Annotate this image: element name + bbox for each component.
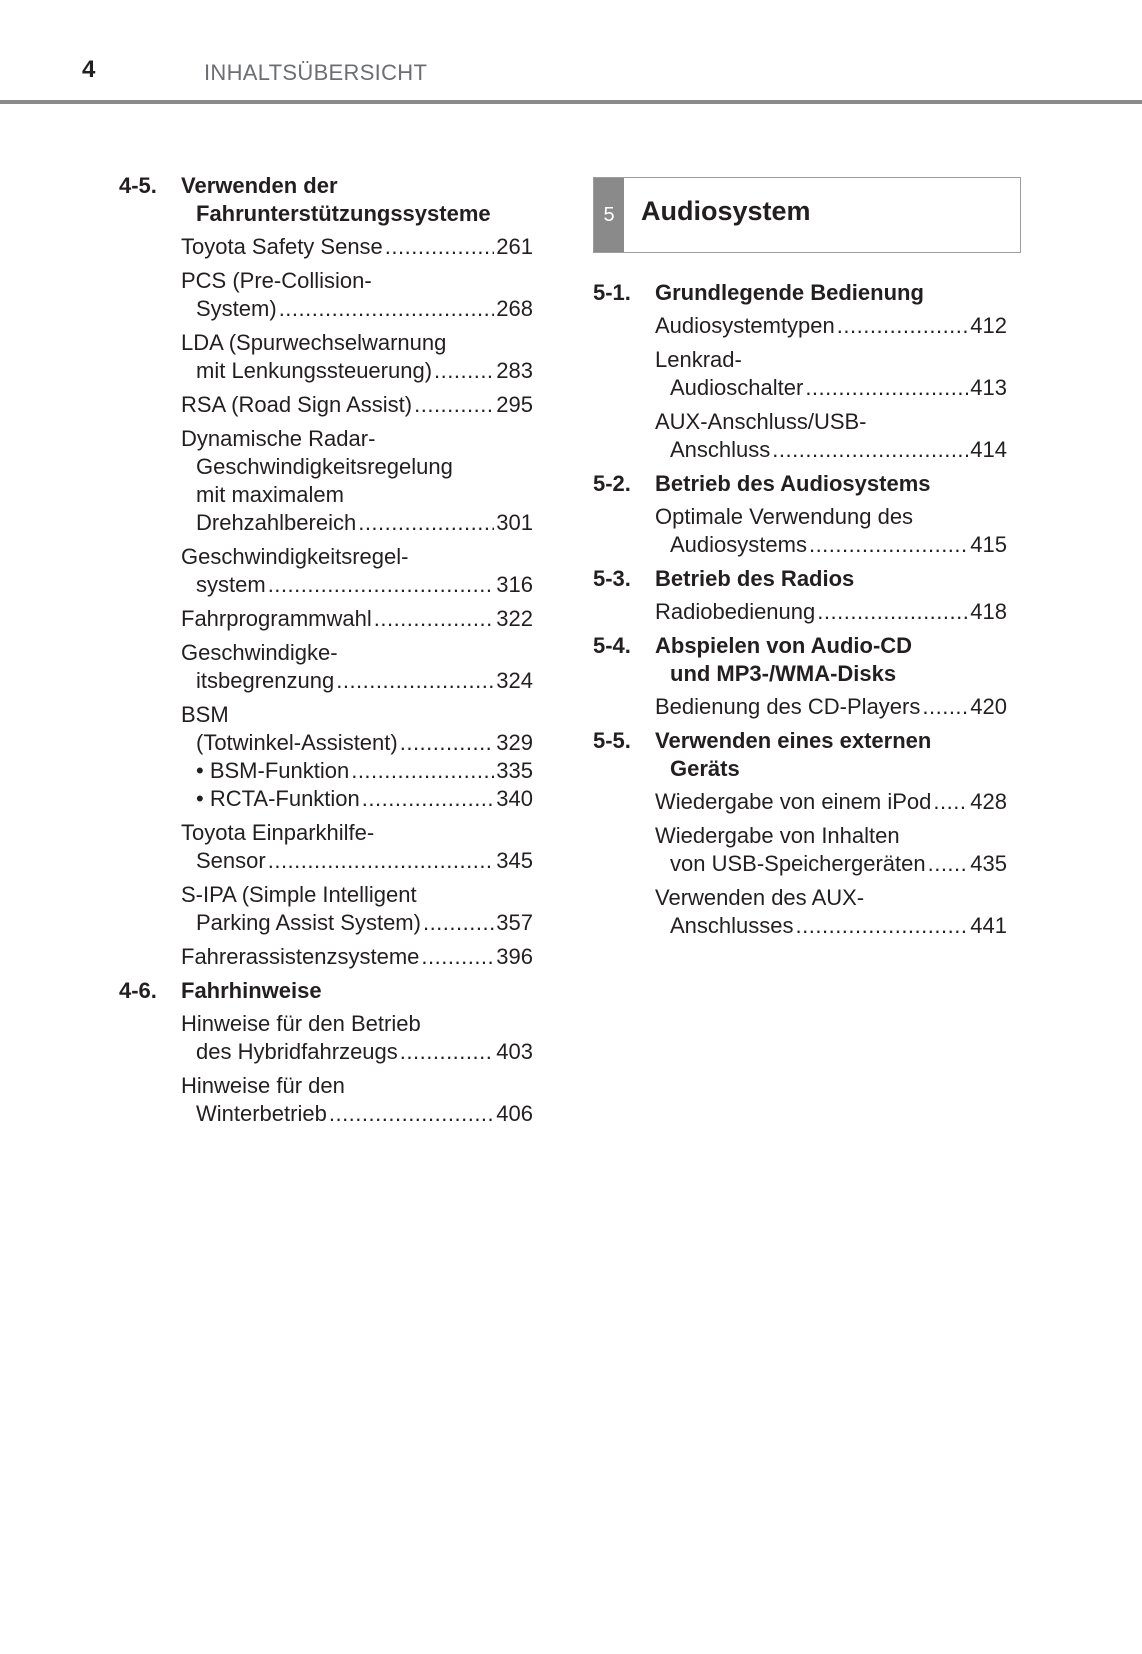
toc-section xyxy=(119,172,533,971)
entry-last-line xyxy=(655,312,1007,340)
chapter-title: Audiosystem xyxy=(641,196,811,226)
toc-entry[interactable] xyxy=(655,598,1007,626)
entry-title: Bedienung des CD-Players xyxy=(655,694,921,719)
sub-entry[interactable] xyxy=(181,757,533,785)
dot-leader xyxy=(772,436,968,464)
dot-leader xyxy=(817,598,968,626)
entry-title-line: Optimale Verwendung des xyxy=(655,504,914,529)
section-title-line: Fahrunterstützungssysteme xyxy=(196,201,491,226)
entry-title: Radiobedienung xyxy=(655,599,816,624)
chapter-tab-number: 5 xyxy=(594,178,624,252)
dot-leader xyxy=(933,788,968,816)
section-number: 5-4. xyxy=(593,633,631,658)
toc-column-left xyxy=(119,172,533,1134)
entry-last-line xyxy=(655,598,1007,626)
dot-leader xyxy=(268,847,495,875)
entry-last-line xyxy=(181,295,533,323)
dot-leader xyxy=(796,912,969,940)
toc-entry[interactable] xyxy=(181,1010,533,1066)
toc-entry[interactable] xyxy=(181,819,533,875)
page-ref: 418 xyxy=(970,599,1007,624)
section-heading xyxy=(119,977,533,1005)
section-title-line: Grundlegende Bedienung xyxy=(655,280,924,305)
entry-last-line xyxy=(181,233,533,261)
page-ref: 301 xyxy=(496,510,533,535)
entry-title-line: BSM xyxy=(181,702,229,727)
entry-title: (Totwinkel-Assistent) xyxy=(196,730,398,755)
entry-last-line xyxy=(655,850,1007,878)
entry-title-line: S-IPA (Simple Intelligent xyxy=(181,882,417,907)
page-ref: 322 xyxy=(496,606,533,631)
sub-entry-title: • RCTA-Funktion xyxy=(196,786,360,811)
page-ref: 406 xyxy=(496,1101,533,1126)
entry-title-line: Verwenden des AUX- xyxy=(655,885,865,910)
dot-leader xyxy=(423,909,494,937)
dot-leader xyxy=(414,391,494,419)
page-ref: 412 xyxy=(970,313,1007,338)
entry-last-line xyxy=(655,436,1007,464)
toc-entry[interactable] xyxy=(181,701,533,813)
entry-title-line: Toyota Einparkhilfe- xyxy=(181,820,375,845)
entry-last-line xyxy=(181,909,533,937)
entry-title: itsbegrenzung xyxy=(196,668,335,693)
dot-leader xyxy=(809,531,968,559)
entry-title: Parking Assist System) xyxy=(196,910,421,935)
entry-title: System) xyxy=(196,296,277,321)
toc-section xyxy=(593,727,1007,940)
section-title-line: Abspielen von Audio-CD xyxy=(655,633,913,658)
entry-title-line: Hinweise für den Betrieb xyxy=(181,1011,421,1036)
entry-last-line xyxy=(181,729,533,757)
page-ref: 403 xyxy=(496,1039,533,1064)
entry-last-line xyxy=(181,667,533,695)
section-heading xyxy=(593,727,1007,783)
entry-last-line xyxy=(181,357,533,385)
toc-section xyxy=(593,279,1007,464)
toc-entry[interactable] xyxy=(181,881,533,937)
section-number: 5-2. xyxy=(593,471,631,496)
entry-title: Drehzahlbereich xyxy=(196,510,357,535)
dot-leader xyxy=(434,357,494,385)
section-number: 5-3. xyxy=(593,566,631,591)
dot-leader xyxy=(805,374,968,402)
entry-title: des Hybridfahrzeugs xyxy=(196,1039,398,1064)
entry-title: Anschluss xyxy=(670,437,771,462)
dot-leader xyxy=(374,605,495,633)
page-ref: 435 xyxy=(970,851,1007,876)
entry-last-line xyxy=(181,571,533,599)
entry-title: Audiosystemtypen xyxy=(655,313,835,338)
page-number: 4 xyxy=(82,56,96,83)
entry-last-line xyxy=(181,943,533,971)
toc-entry[interactable] xyxy=(655,822,1007,878)
entry-title: Anschlusses xyxy=(670,913,794,938)
page-ref: 428 xyxy=(970,789,1007,814)
dot-leader xyxy=(400,729,495,757)
entry-last-line xyxy=(181,847,533,875)
entry-title: Fahrerassistenzsysteme xyxy=(181,944,420,969)
entry-title-line: LDA (Spurwechselwarnung xyxy=(181,330,447,355)
dot-leader xyxy=(922,693,968,721)
toc-entry[interactable] xyxy=(181,639,533,695)
section-heading xyxy=(593,565,1007,593)
toc-entry[interactable] xyxy=(181,267,533,323)
page-ref: 261 xyxy=(496,234,533,259)
dot-leader xyxy=(329,1100,494,1128)
page-ref: 357 xyxy=(496,910,533,935)
page-ref: 283 xyxy=(496,358,533,383)
page-ref: 324 xyxy=(496,668,533,693)
section-title-line: Verwenden der xyxy=(181,173,338,198)
toc-entry[interactable] xyxy=(181,233,533,261)
entry-title-line: AUX-Anschluss/USB- xyxy=(655,409,867,434)
header-divider xyxy=(0,100,1142,104)
page-ref: 396 xyxy=(496,944,533,969)
entry-title: Toyota Safety Sense xyxy=(181,234,383,259)
toc-entry[interactable] xyxy=(655,408,1007,464)
sub-entry-title: • BSM-Funktion xyxy=(196,758,350,783)
page-ref: 415 xyxy=(970,532,1007,557)
entry-title: Wiedergabe von einem iPod xyxy=(655,789,932,814)
section-title-line: Betrieb des Radios xyxy=(655,566,855,591)
entry-title-line: Wiedergabe von Inhalten xyxy=(655,823,900,848)
section-heading xyxy=(593,279,1007,307)
page-ref: 420 xyxy=(970,694,1007,719)
page-ref: 268 xyxy=(496,296,533,321)
page-ref: 335 xyxy=(496,758,533,783)
toc-section xyxy=(593,565,1007,626)
entry-title: RSA (Road Sign Assist) xyxy=(181,392,413,417)
entry-last-line xyxy=(655,531,1007,559)
toc-section xyxy=(119,977,533,1128)
section-title-line: Betrieb des Audiosystems xyxy=(655,471,931,496)
toc-column-right xyxy=(593,177,1007,946)
dot-leader xyxy=(336,667,494,695)
dot-leader xyxy=(385,233,494,261)
entry-title-line: mit maximalem xyxy=(196,482,344,507)
sub-entry[interactable] xyxy=(181,785,533,813)
page-ref: 414 xyxy=(970,437,1007,462)
dot-leader xyxy=(362,785,495,813)
entry-title-line: Geschwindigke- xyxy=(181,640,338,665)
page-ref: 329 xyxy=(496,730,533,755)
toc-section xyxy=(593,470,1007,559)
dot-leader xyxy=(358,509,494,537)
entry-last-line xyxy=(181,391,533,419)
toc-section xyxy=(593,632,1007,721)
toc-entry[interactable] xyxy=(655,884,1007,940)
entry-title-line: Geschwindigkeitsregel- xyxy=(181,544,409,569)
section-title-line: und MP3-/WMA-Disks xyxy=(670,661,897,686)
section-title-line: Geräts xyxy=(670,756,740,781)
entry-title: Winterbetrieb xyxy=(196,1101,327,1126)
toc-entry[interactable] xyxy=(655,346,1007,402)
section-number: 5-1. xyxy=(593,280,631,305)
toc-entry[interactable] xyxy=(181,605,533,633)
entry-title: mit Lenkungssteuerung) xyxy=(196,358,433,383)
page-ref: 316 xyxy=(496,572,533,597)
entry-last-line xyxy=(655,374,1007,402)
section-number: 4-6. xyxy=(119,978,157,1003)
page-ref: 340 xyxy=(496,786,533,811)
header-title: INHALTSÜBERSICHT xyxy=(204,60,428,85)
dot-leader xyxy=(279,295,495,323)
entry-title: Fahrprogrammwahl xyxy=(181,606,372,631)
toc-entry[interactable] xyxy=(181,543,533,599)
entry-title-line: PCS (Pre-Collision- xyxy=(181,268,372,293)
page-ref: 295 xyxy=(496,392,533,417)
entry-last-line xyxy=(655,912,1007,940)
dot-leader xyxy=(400,1038,495,1066)
dot-leader xyxy=(421,943,494,971)
chapter-box xyxy=(593,177,1021,253)
toc-entry[interactable] xyxy=(655,788,1007,816)
section-heading xyxy=(593,470,1007,498)
toc-entry[interactable] xyxy=(655,312,1007,340)
toc-entry[interactable] xyxy=(181,329,533,385)
toc-entry[interactable] xyxy=(655,693,1007,721)
section-heading xyxy=(593,632,1007,688)
section-heading xyxy=(119,172,533,228)
entry-title: system xyxy=(196,572,266,597)
dot-leader xyxy=(351,757,494,785)
entry-title-line: Lenkrad- xyxy=(655,347,742,372)
page-ref: 413 xyxy=(970,375,1007,400)
entry-title: von USB-Speichergeräten xyxy=(670,851,926,876)
entry-last-line xyxy=(655,693,1007,721)
entry-title: Sensor xyxy=(196,848,266,873)
toc-entry[interactable] xyxy=(181,391,533,419)
entry-title-line: Geschwindigkeitsregelung xyxy=(196,454,453,479)
toc-entry[interactable] xyxy=(181,943,533,971)
page-ref: 345 xyxy=(496,848,533,873)
dot-leader xyxy=(837,312,969,340)
entry-title: Audiosystems xyxy=(670,532,807,557)
page-ref: 441 xyxy=(970,913,1007,938)
entry-last-line xyxy=(181,605,533,633)
toc-entry[interactable] xyxy=(181,1072,533,1128)
entry-title-line: Dynamische Radar- xyxy=(181,426,376,451)
page-header xyxy=(0,0,1142,104)
section-title-line: Fahrhinweise xyxy=(181,978,322,1003)
entry-last-line xyxy=(181,509,533,537)
entry-title-line: Hinweise für den xyxy=(181,1073,345,1098)
toc-entry[interactable] xyxy=(655,503,1007,559)
toc-entry[interactable] xyxy=(181,425,533,537)
entry-title: Audioschalter xyxy=(670,375,804,400)
entry-last-line xyxy=(181,1038,533,1066)
dot-leader xyxy=(928,850,969,878)
entry-last-line xyxy=(181,1100,533,1128)
entry-last-line xyxy=(655,788,1007,816)
section-title-line: Verwenden eines externen xyxy=(655,728,932,753)
section-number: 5-5. xyxy=(593,728,631,753)
dot-leader xyxy=(268,571,495,599)
section-number: 4-5. xyxy=(119,173,157,198)
toc-list-right xyxy=(593,279,1007,940)
